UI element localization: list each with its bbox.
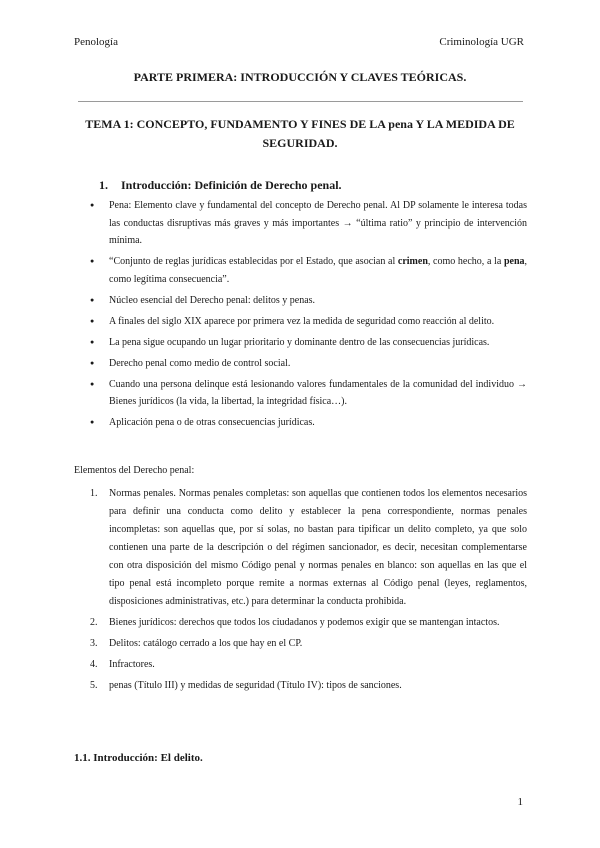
list-item bbox=[90, 635, 527, 653]
section-number: 1. bbox=[99, 178, 108, 192]
list-number: 2. bbox=[90, 617, 98, 628]
list-text: Delitos: catálogo cerrado a los que hay en el CP. bbox=[109, 638, 303, 649]
header-course-name: Penología bbox=[74, 36, 118, 48]
list-number: 3. bbox=[90, 638, 98, 649]
header-program-name: Criminología UGR bbox=[439, 36, 524, 48]
list-item bbox=[90, 656, 527, 674]
list-item bbox=[90, 485, 527, 611]
bullet-list bbox=[90, 197, 527, 435]
topic-title-start: TEMA 1: CONCEPTO, FUNDAMENTO Y FINES DE LA bbox=[85, 117, 389, 131]
part-title: PARTE PRIMERA: INTRODUCCIÓN Y CLAVES TEÓRICAS. bbox=[133, 70, 467, 84]
bullet-item: ● A finales del siglo XIX aparece por primera vez la medida de seguridad como reacción al delito. bbox=[90, 313, 527, 331]
list-number: 4. bbox=[90, 659, 98, 670]
bullet-item: ● La pena sigue ocupando un lugar prioritario y dominante dentro de las consecuencias jurídicas. bbox=[90, 334, 527, 352]
subsection-heading: 1.1. Introducción: El delito. bbox=[74, 752, 203, 764]
section-title: Introducción: Definición de Derecho penal. bbox=[121, 178, 342, 192]
list-item bbox=[90, 614, 527, 632]
list-number: 1. bbox=[90, 488, 98, 499]
horizontal-divider bbox=[78, 101, 523, 102]
topic-title-end: Y LA MEDIDA DE SEGURIDAD. bbox=[262, 117, 515, 150]
bullet-item: ● Núcleo esencial del Derecho penal: delitos y penas. bbox=[90, 292, 527, 310]
elements-label: Elementos del Derecho penal: bbox=[74, 465, 195, 476]
bullet-item bbox=[90, 253, 527, 288]
bullet-item: ● Pena: Elemento clave y fundamental del concepto de Derecho penal. Al DP solamente le interesa todas las conductas disruptivas más graves y más importantes → “última ratio” y principio de intervención mínima. bbox=[90, 197, 527, 250]
bullet-text: , como hecho, a la bbox=[427, 256, 504, 267]
list-text: Normas penales. Normas penales completas: son aquellas que contienen todos los elementos necesarios para definir una conducta como delito y establecer la pena correspondiente, normas penales incompletas: son aquellas que, por sí solas, no bastan para tipificar un delito completo, ya que solo contienen una parte de la descripción o del régimen sancionador, es decir, necesitan complementarse con otra disposición del mismo Código penal y normas penales en blanco: son aquellas en las que el tipo penal está incompleto porque remite a normas externas al Código penal (leyes, reglamentos, disposiciones administrativas, etc.) para determinar la conducta prohibida. bbox=[109, 488, 527, 607]
bullet-bold-text: pena bbox=[503, 256, 525, 267]
list-item bbox=[90, 677, 527, 695]
topic-title bbox=[80, 115, 520, 153]
bullet-item: ● Cuando una persona delinque está lesionando valores fundamentales de la comunidad del individuo → Bienes jurídicos (la vida, la libertad, la integridad física…). bbox=[90, 376, 527, 411]
section-heading bbox=[99, 178, 342, 193]
bullet-text: “Conjunto de reglas jurídicas establecidas por el Estado, que asocian al bbox=[109, 256, 398, 267]
page-number: 1 bbox=[517, 796, 523, 808]
elements-list bbox=[90, 485, 527, 698]
topic-title-pena: pena bbox=[388, 117, 413, 131]
list-text: penas (Título III) y medidas de seguridad (Título IV): tipos de sanciones. bbox=[109, 680, 402, 691]
list-number: 5. bbox=[90, 680, 98, 691]
list-text: Bienes jurídicos: derechos que todos los ciudadanos y podemos exigir que se mantengan intactos. bbox=[109, 617, 500, 628]
bullet-text: , como legítima consecuencia”. bbox=[109, 256, 527, 285]
bullet-item: ● Aplicación pena o de otras consecuencias jurídicas. bbox=[90, 414, 527, 432]
bullet-item: ● Derecho penal como medio de control social. bbox=[90, 355, 527, 373]
bullet-bold-text: crimen bbox=[397, 256, 428, 267]
list-text: Infractores. bbox=[109, 659, 155, 670]
